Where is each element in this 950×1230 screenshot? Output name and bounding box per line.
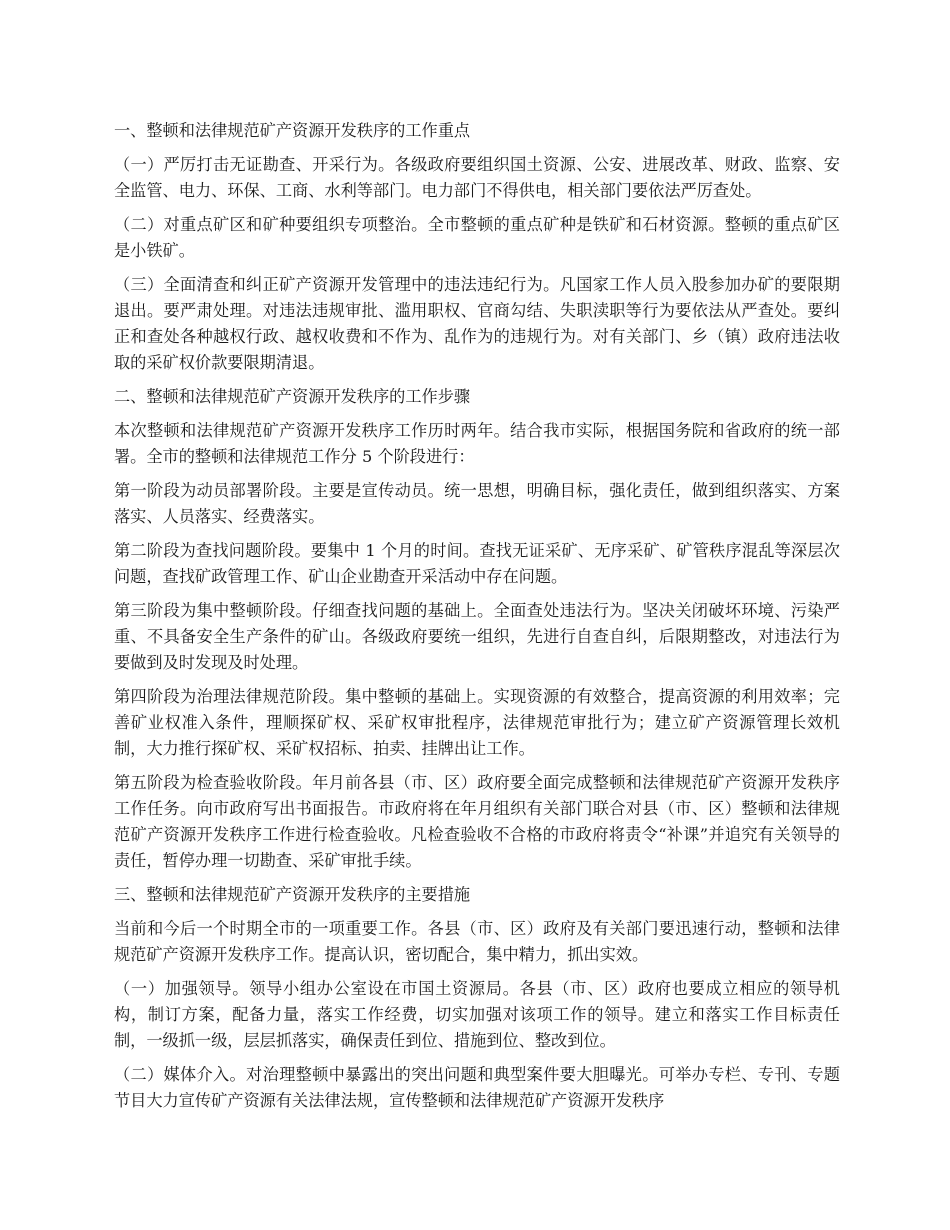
paragraph: （二）媒体介入。对治理整顿中暴露出的突出问题和典型案件要大胆曝光。可举办专栏、专刊、专题节目大力宣传矿产资源有关法律法规，宣传整顿和法律规范矿产资源开发秩序 [114, 1065, 840, 1110]
paragraph: 本次整顿和法律规范矿产资源开发秩序工作历时两年。结合我市实际，根据国务院和省政府的统一部署。全市的整顿和法律规范工作分 5 个阶段进行： [114, 421, 840, 466]
paragraph: 第五阶段为检查验收阶段。年月前各县（市、区）政府要全面完成整顿和法律规范矿产资源开发秩序工作任务。向市政府写出书面报告。市政府将在年月组织有关部门联合对县（市、区）整顿和法律规范矿产资源开发秩序工作进行检查验收。凡检查验收不合格的市政府将责令“补课”并追究有关领导的责任，暂停办理一切勘查、采矿审批手续。 [114, 773, 840, 870]
section-heading-1: 一、整顿和法律规范矿产资源开发秩序的工作重点 [114, 121, 471, 140]
paragraph: 第二阶段为查找问题阶段。要集中 1 个月的时间。查找无证采矿、无序采矿、矿管秩序混乱等深层次问题，查找矿政管理工作、矿山企业勘查开采活动中存在问题。 [114, 541, 840, 586]
paragraph: 当前和今后一个时期全市的一项重要工作。各县（市、区）政府及有关部门要迅速行动，整顿和法律规范矿产资源开发秩序工作。提高认识，密切配合，集中精力，抓出实效。 [114, 919, 840, 964]
paragraph: 第一阶段为动员部署阶段。主要是宣传动员。统一思想，明确目标，强化责任，做到组织落实、方案落实、人员落实、经费落实。 [114, 481, 840, 526]
paragraph: 第三阶段为集中整顿阶段。仔细查找问题的基础上。全面查处违法行为。坚决关闭破坏环境、污染严重、不具备安全生产条件的矿山。各级政府要统一组织，先进行自查自纠，后限期整改，对违法行为要做到及时发现及时处理。 [114, 601, 840, 672]
paragraph: （二）对重点矿区和矿种要组织专项整治。全市整顿的重点矿种是铁矿和石材资源。整顿的重点矿区是小铁矿。 [114, 215, 840, 260]
paragraph: 第四阶段为治理法律规范阶段。集中整顿的基础上。实现资源的有效整合，提高资源的利用效率；完善矿业权准入条件，理顺探矿权、采矿权审批程序，法律规范审批行为；建立矿产资源管理长效机制，大力推行探矿权、采矿权招标、拍卖、挂牌出让工作。 [114, 687, 840, 758]
paragraph: （三）全面清查和纠正矿产资源开发管理中的违法违纪行为。凡国家工作人员入股参加办矿的要限期退出。要严肃处理。对违法违规审批、滥用职权、官商勾结、失职渎职等行为要依法从严查处。要纠正和查处各种越权行政、越权收费和不作为、乱作为的违规行为。对有关部门、乡（镇）政府违法收取的采矿权价款要限期清退。 [114, 275, 840, 372]
section-heading-2: 二、整顿和法律规范矿产资源开发秩序的工作步骤 [114, 387, 471, 406]
paragraph: （一）严厉打击无证勘查、开采行为。各级政府要组织国土资源、公安、进展改革、财政、监察、安全监管、电力、环保、工商、水利等部门。电力部门不得供电，相关部门要依法严厉查处。 [114, 155, 840, 200]
section-heading-3: 三、整顿和法律规范矿产资源开发秩序的主要措施 [114, 885, 471, 904]
paragraph: （一）加强领导。领导小组办公室设在市国土资源局。各县（市、区）政府也要成立相应的领导机构，制订方案，配备力量，落实工作经费，切实加强对该项工作的领导。建立和落实工作目标责任制，一级抓一级，层层抓落实，确保责任到位、措施到位、整改到位。 [114, 979, 840, 1050]
document-body [114, 118, 840, 1122]
